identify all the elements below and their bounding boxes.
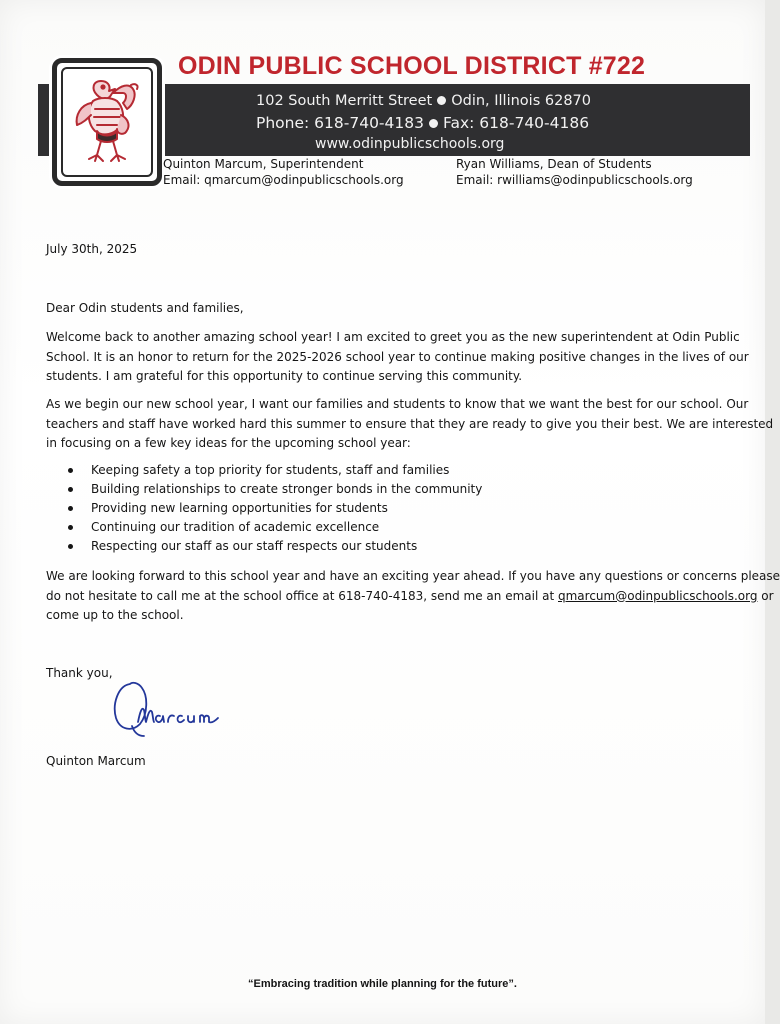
bullet-icon [68, 506, 73, 511]
paragraph-closing [46, 567, 780, 626]
paragraph-line: School. It is an honor to return for the 2025-2026 school year to continue making positive changes in the lives of our [46, 349, 749, 364]
paragraph-text: do not hesitate to call me at the school office at 618-740-4183, send me an email at [46, 588, 558, 603]
bullet-icon [68, 525, 73, 530]
paragraph-line: teachers and staff have worked hard this summer to ensure that they are ready to give you their best. We are interested [46, 416, 774, 431]
paragraph-text: or [757, 588, 774, 603]
paragraph-line: come up to the school. [46, 608, 184, 622]
list-item [68, 537, 482, 556]
list-item [68, 461, 482, 480]
paragraph-line: We are looking forward to this school year and have an exciting year ahead. If you have any questions or concerns please [46, 569, 780, 583]
list-item-text: Building relationships to create stronger bonds in the community [91, 482, 483, 496]
district-title: ODIN PUBLIC SCHOOL DISTRICT #722 [178, 52, 646, 80]
address-street: 102 South Merritt Street [256, 93, 433, 109]
list-item [68, 480, 482, 499]
handwritten-signature [108, 676, 248, 742]
bullet-dot-icon [429, 119, 438, 128]
address-city: Odin, Illinois 62870 [451, 93, 591, 109]
paragraph-line: As we begin our new school year, I want our families and students to know that we want the best for our school. Our [46, 397, 749, 411]
paragraph-line: in focusing on a few key ideas for the upcoming school year: [46, 436, 411, 450]
school-logo [52, 58, 162, 186]
list-item-text: Keeping safety a top priority for students, staff and families [91, 463, 450, 477]
list-item-text: Continuing our tradition of academic excellence [91, 520, 380, 534]
closing-salutation: Thank you, [46, 666, 113, 680]
odin-eagle-mascot-icon [67, 75, 147, 171]
superintendent-email[interactable]: Email: qmarcum@odinpublicschools.org [163, 173, 404, 187]
list-item [68, 518, 482, 537]
phone-number: Phone: 618-740-4183 [256, 114, 424, 132]
website[interactable]: www.odinpublicschools.org [315, 136, 505, 152]
bullet-icon [68, 544, 73, 549]
signer-name: Quinton Marcum [46, 754, 146, 768]
paragraph-line: students. I am grateful for this opportunity to continue serving this community. [46, 369, 523, 383]
email-link[interactable]: qmarcum@odinpublicschools.org [558, 588, 758, 603]
superintendent-name: Quinton Marcum, Superintendent [163, 157, 364, 171]
paragraph-intro [46, 328, 749, 387]
bullet-icon [68, 468, 73, 473]
letter-greeting: Dear Odin students and families, [46, 301, 244, 315]
bullet-icon [68, 487, 73, 492]
list-item-text: Providing new learning opportunities for students [91, 501, 388, 515]
district-motto: “Embracing tradition while planning for the future”. [248, 978, 517, 990]
list-item [68, 499, 482, 518]
bullet-dot-icon [437, 96, 446, 105]
dean-email[interactable]: Email: rwilliams@odinpublicschools.org [456, 173, 693, 187]
key-ideas-list [68, 461, 482, 556]
dean-contact [456, 156, 693, 188]
fax-number: Fax: 618-740-4186 [442, 114, 590, 132]
paragraph-line [46, 587, 780, 607]
list-item-text: Respecting our staff as our staff respects our students [91, 539, 418, 553]
letter-date: July 30th, 2025 [46, 242, 138, 256]
superintendent-contact [163, 156, 404, 188]
paragraph-line: Welcome back to another amazing school year! I am excited to greet you as the new superintendent at Odin Public [46, 330, 740, 344]
dean-name: Ryan Williams, Dean of Students [456, 157, 652, 171]
paragraph-goals [46, 395, 773, 454]
